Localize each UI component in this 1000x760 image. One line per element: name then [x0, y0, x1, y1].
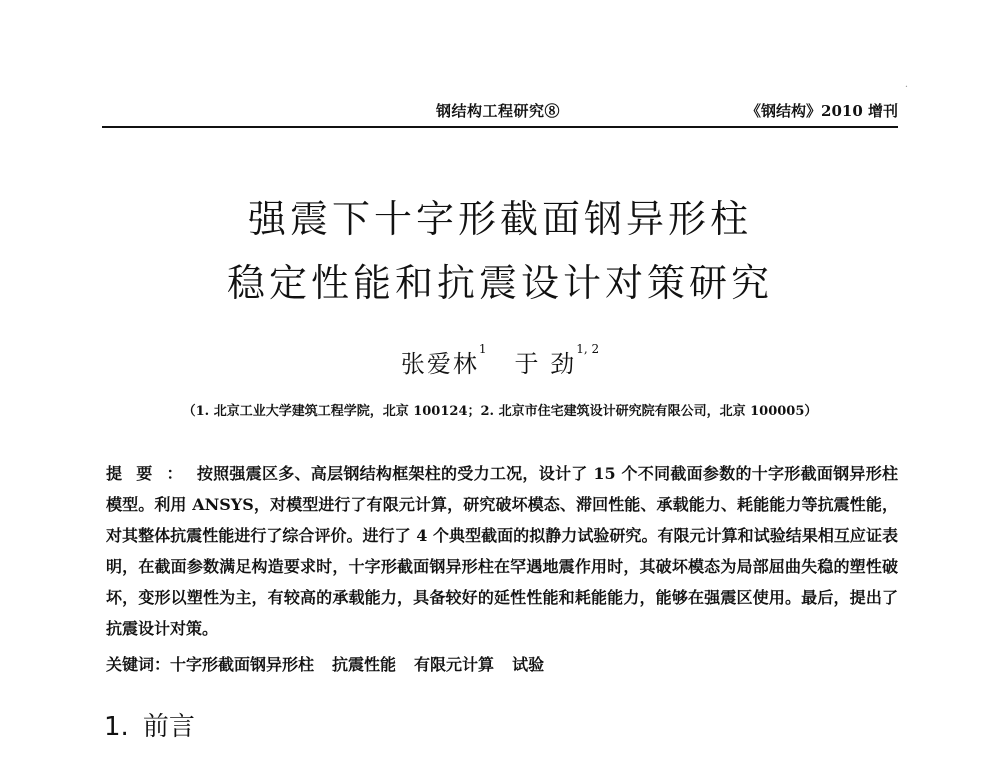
- keywords-label: 关键词：: [106, 655, 171, 674]
- author-affil-mark: 1: [478, 342, 487, 356]
- abstract: [106, 458, 898, 644]
- keyword: 有限元计算: [414, 655, 495, 674]
- abstract-label: 提要：: [106, 464, 197, 483]
- section-title: 前言: [142, 712, 195, 742]
- header-rule: [102, 126, 898, 128]
- author-affil-mark: 1, 2: [576, 342, 600, 356]
- section-number: 1.: [104, 712, 129, 742]
- affiliation: （1. 北京工业大学建筑工程学院，北京 100124；2. 北京市住宅建筑设计研究院有限公司，北京 100005）: [182, 404, 818, 419]
- keyword: 十字形截面钢异形柱: [170, 655, 315, 674]
- keyword: 抗震性能: [332, 655, 397, 674]
- section-heading: [104, 706, 195, 743]
- keyword: 试验: [512, 655, 545, 674]
- paper-title-line-1: 强震下十字形截面钢异形柱: [247, 197, 752, 241]
- paper-title-line-2: 稳定性能和抗震设计对策研究: [226, 261, 773, 305]
- corner-mark: ·: [904, 82, 908, 93]
- author-list: [0, 344, 1000, 379]
- keywords: [106, 652, 562, 675]
- abstract-text: 按照强震区多、高层钢结构框架柱的受力工况，设计了 15 个不同截面参数的十字形截面钢异形柱模型。利用 ANSYS，对模型进行了有限元计算，研究破坏模态、滞回性能、承载能力、耗能能力等抗震性能，对其整体抗震性能进行了综合评价。进行了 4 个典型截面的拟静力试验研究。有限元计算和试验结果相互应证表明，在截面参数满足构造要求时，十字形截面钢异形柱在罕遇地震作用时，其破坏模态为局部屈曲失稳的塑性破坏，变形以塑性为主，有较高的承载能力，具备较好的延性性能和耗能能力，能够在强震区使用。最后，提出了抗震设计对策。: [106, 464, 898, 638]
- running-header-series: 钢结构工程研究⑧: [436, 102, 561, 120]
- author-name: 于 劲: [514, 350, 577, 378]
- author-name: 张爱林: [400, 350, 479, 378]
- running-header-journal: 《钢结构》2010 增刊: [746, 102, 898, 120]
